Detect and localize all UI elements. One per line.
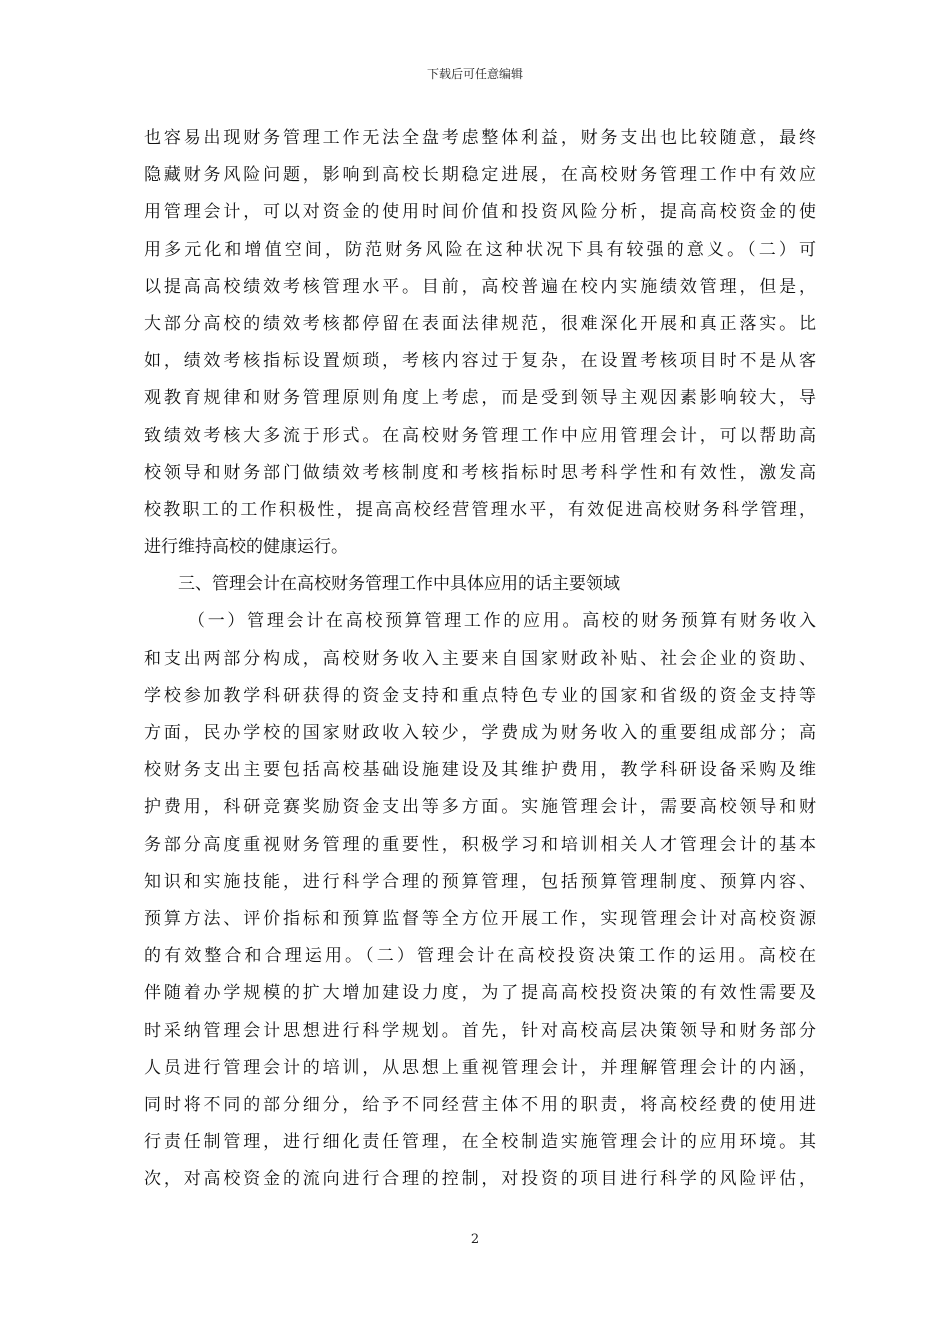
text-line: 知识和实施技能，进行科学合理的预算管理，包括预算管理制度、预算内容、 [144,871,816,892]
text-line: 伴随着办学规模的扩大增加建设力度，为了提高高校投资决策的有效性需要及 [144,983,816,1004]
text-line: 用管理会计，可以对资金的使用时间价值和投资风险分析，提高高校资金的使 [144,202,816,223]
text-line: 的有效整合和合理运用。（二）管理会计在高校投资决策工作的运用。高校在 [144,946,816,967]
text-line: 也容易出现财务管理工作无法全盘考虑整体利益，财务支出也比较随意，最终 [144,128,816,148]
text-line: 时采纳管理会计思想进行科学规划。首先，针对高校高层决策领导和财务部分 [144,1020,816,1041]
text-line: 校领导和财务部门做绩效考核制度和考核指标时思考科学性和有效性，激发高 [144,462,816,483]
text-line: 护费用，科研竞赛奖励资金支出等多方面。实施管理会计，需要高校领导和财 [144,797,816,818]
text-line: 务部分高度重视财务管理的重要性，积极学习和培训相关人才管理会计的基本 [144,834,816,855]
text-line: 用多元化和增值空间，防范财务风险在这种状况下具有较强的意义。（二）可 [144,239,816,260]
text-line: 次，对高校资金的流向进行合理的控制，对投资的项目进行科学的风险评估， [144,1169,816,1190]
text-line: 大部分高校的绩效考核都停留在表面法律规范，很难深化开展和真正落实。比 [144,313,816,334]
text-line: 致绩效考核大多流于形式。在高校财务管理工作中应用管理会计，可以帮助高 [144,425,816,446]
page-number: 2 [470,1232,480,1247]
text-line: 观教育规律和财务管理原则角度上考虑，而是受到领导主观因素影响较大，导 [144,388,816,409]
text-line: （一）管理会计在高校预算管理工作的应用。高校的财务预算有财务收入 [188,611,816,632]
text-line: 如，绩效考核指标设置烦琐，考核内容过于复杂，在设置考核项目时不是从客 [144,351,816,372]
text-line: 同时将不同的部分细分，给予不同经营主体不用的职责，将高校经费的使用进 [144,1094,816,1115]
text-line: 和支出两部分构成，高校财务收入主要来自国家财政补贴、社会企业的资助、 [144,648,816,669]
section-heading: 三、管理会计在高校财务管理工作中具体应用的话主要领域 [178,574,620,595]
body-text [144,120,816,1198]
text-line: 人员进行管理会计的培训，从思想上重视管理会计，并理解管理会计的内涵， [144,1057,816,1078]
text-line: 以提高高校绩效考核管理水平。目前，高校普遍在校内实施绩效管理，但是， [144,276,816,297]
text-line: 预算方法、评价指标和预算监督等全方位开展工作，实现管理会计对高校资源 [144,908,816,929]
text-line: 隐藏财务风险问题，影响到高校长期稳定进展，在高校财务管理工作中有效应 [144,165,816,186]
text-line: 学校参加教学科研获得的资金支持和重点特色专业的国家和省级的资金支持等 [144,685,816,706]
text-line: 行责任制管理，进行细化责任管理，在全校制造实施管理会计的应用环境。其 [144,1132,816,1153]
text-line: 校教职工的工作积极性，提高高校经营管理水平，有效促进高校财务科学管理， [144,499,816,520]
text-line: 校财务支出主要包括高校基础设施建设及其维护费用，教学科研设备采购及维 [144,760,816,781]
text-line: 进行维持高校的健康运行。 [144,537,348,558]
page-header-note: 下载后可任意编辑 [426,67,523,81]
text-line: 方面，民办学校的国家财政收入较少，学费成为财务收入的重要组成部分；高 [144,723,816,743]
